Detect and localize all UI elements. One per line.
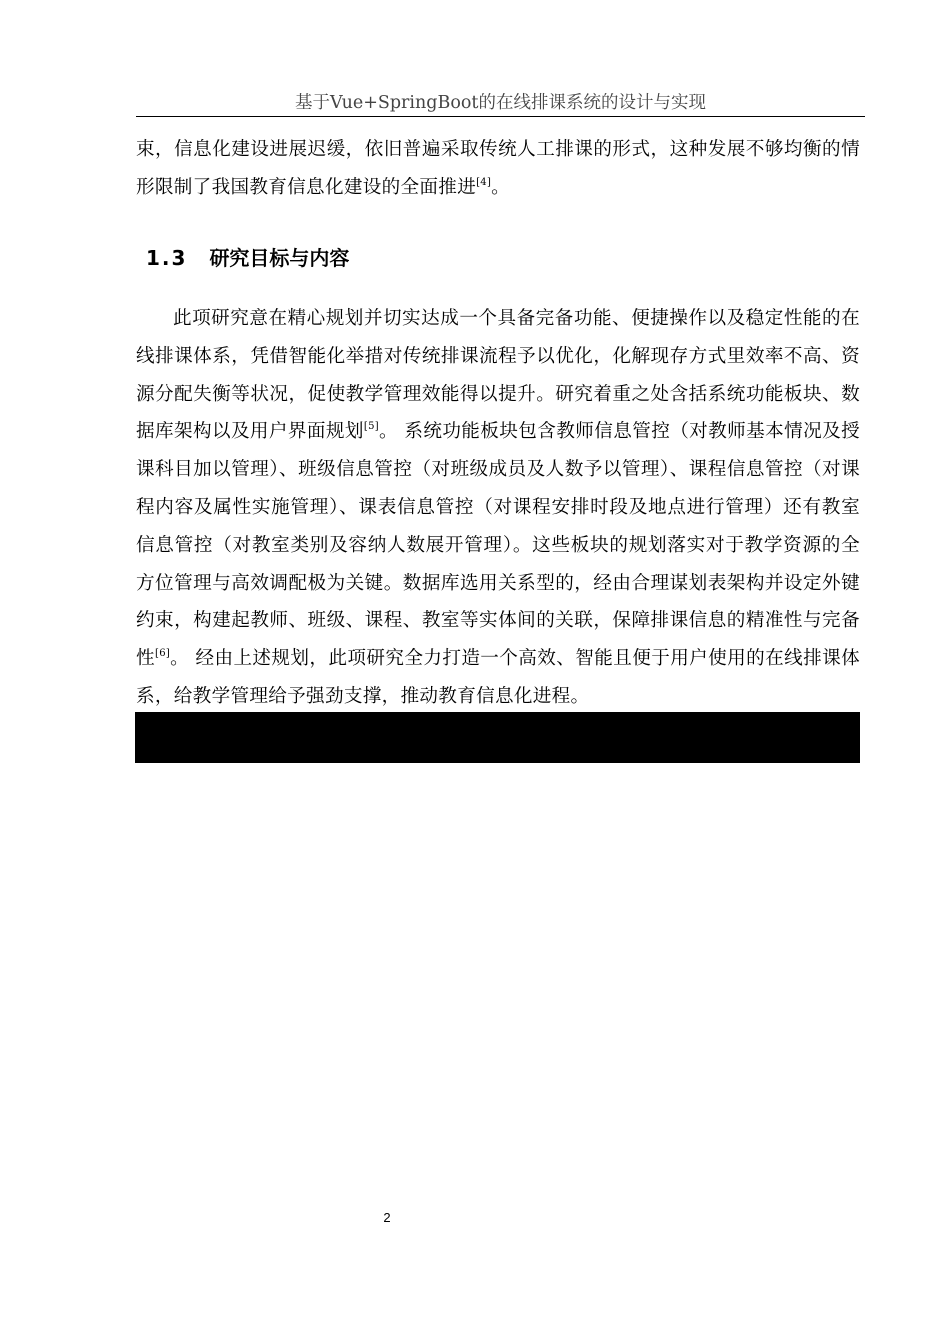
continuation-paragraph <box>136 131 860 207</box>
body-text-3: 。 经由上述规划，此项研究全力打造一个高效、智能且便于用户使用的在线排课体系，给教学管理给予强劲支撑，推动教育信息化进程。 <box>136 648 860 707</box>
continuation-text: 束，信息化建设进展迟缓，依旧普遍采取传统人工排课的形式，这种发展不够均衡的情形限制了我国教育信息化建设的全面推进 <box>136 139 860 198</box>
running-header: 基于Vue+SpringBoot的在线排课系统的设计与实现 <box>295 93 706 113</box>
citation-5: [5] <box>363 421 379 433</box>
continuation-end: 。 <box>491 176 511 198</box>
redaction-bar <box>135 712 860 763</box>
header-rule <box>136 116 865 117</box>
body-paragraph <box>136 300 860 716</box>
section-number: 1.3 <box>146 246 188 270</box>
page-number: 2 <box>383 1210 391 1225</box>
citation-6: [6] <box>155 648 171 660</box>
section-heading <box>146 243 349 273</box>
body-text-1: 此项研究意在精心规划并切实达成一个具备完备功能、便捷操作以及稳定性能的在线排课体系，凭借智能化举措对传统排课流程予以优化，化解现存方式里效率不高、资源分配失衡等状况，促使教学管理效能得以提升。研究着重之处含括系统功能板块、数据库架构以及用户界面规划 <box>136 308 860 443</box>
citation-4: [4] <box>476 176 492 188</box>
section-title: 研究目标与内容 <box>209 246 350 270</box>
body-text-2: 。 系统功能板块包含教师信息管控（对教师基本情况及授课科目加以管理）、班级信息管控（对班级成员及人数予以管理）、课程信息管控（对课程内容及属性实施管理）、课表信息管控（对课程安排时段及地点进行管理）还有教室信息管控（对教室类别及容纳人数展开管理）。这些板块的规划落实对于教学资源的全方位管理与高效调配极为关键。数据库选用关系型的，经由合理谋划表架构并设定外键约束，构建起教师、班级、课程、教室等实体间的关联，保障排课信息的精准性与完备性 <box>136 421 860 670</box>
